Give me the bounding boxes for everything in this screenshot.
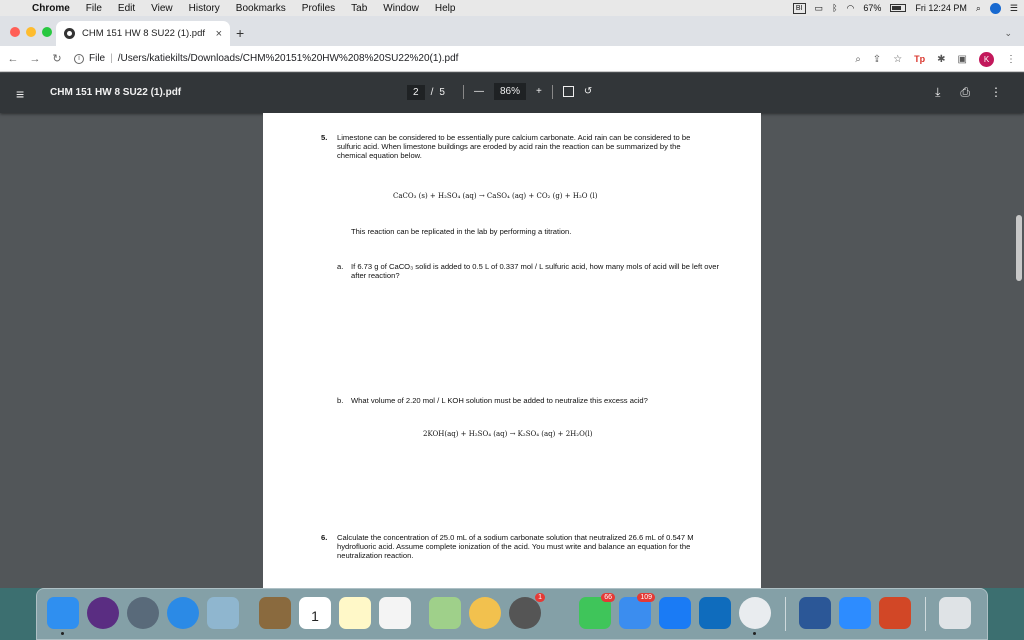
- part-b-label: b.: [337, 396, 344, 405]
- powerpoint-icon[interactable]: [879, 597, 911, 629]
- menu-edit[interactable]: Edit: [117, 2, 136, 14]
- clock[interactable]: Fri 12:24 PM: [915, 3, 967, 13]
- search-icon[interactable]: ⌕: [855, 53, 861, 65]
- rotate-icon[interactable]: ↺: [583, 86, 593, 97]
- more-options-icon[interactable]: ⋮: [990, 85, 1002, 99]
- tab-search-chevron-icon[interactable]: ⌄: [1004, 28, 1012, 38]
- url-separator: |: [110, 53, 113, 64]
- badge: 66: [601, 593, 615, 602]
- equation-koh: 2KOH(aq) + H₂SO₄ (aq) → K₂SO₄ (aq) + 2H₂O(l): [423, 430, 593, 438]
- outlook-icon[interactable]: [699, 597, 731, 629]
- contacts-icon[interactable]: [259, 597, 291, 629]
- zoom-controls: [463, 83, 592, 100]
- page-indicator: [407, 85, 445, 100]
- photos-icon[interactable]: [469, 597, 501, 629]
- wifi-icon[interactable]: ◠: [846, 2, 855, 13]
- mac-menu-bar: [0, 0, 1024, 16]
- zoom-app-icon[interactable]: [839, 597, 871, 629]
- back-arrow-icon[interactable]: ←: [7, 52, 19, 65]
- zoom-in-button[interactable]: +: [536, 86, 542, 97]
- share-icon[interactable]: ⇪: [872, 53, 882, 65]
- word-icon[interactable]: [799, 597, 831, 629]
- question-5-number: 5.: [321, 133, 328, 142]
- menu-window[interactable]: Window: [383, 2, 419, 14]
- zoom-level-input[interactable]: 86%: [494, 83, 526, 100]
- calendar-icon[interactable]: 1: [299, 597, 331, 629]
- battery-percent: 67%: [863, 3, 882, 13]
- toolbar-actions: [855, 46, 1016, 72]
- extensions-puzzle-icon[interactable]: ✱: [937, 53, 946, 65]
- pdf-file-name: CHM 151 HW 8 SU22 (1).pdf: [50, 87, 182, 98]
- menu-bookmarks[interactable]: Bookmarks: [235, 2, 286, 14]
- url-path: /Users/katiekilts/Downloads/CHM%20151%20HW%208%20SU22%20(1).pdf: [117, 53, 459, 64]
- scrollbar-thumb[interactable]: [1016, 215, 1022, 281]
- dock: [36, 588, 988, 640]
- siri-app-icon[interactable]: [87, 597, 119, 629]
- current-page-input[interactable]: 2: [407, 85, 425, 100]
- menu-file[interactable]: File: [85, 2, 102, 14]
- badge: 1: [535, 593, 545, 602]
- app-store-icon[interactable]: [659, 597, 691, 629]
- running-indicator: [61, 632, 64, 635]
- browser-toolbar: [0, 46, 1024, 72]
- airplay-icon[interactable]: ▭: [814, 2, 824, 13]
- dock-divider: [925, 597, 926, 631]
- launchpad-icon[interactable]: [127, 597, 159, 629]
- mail-icon[interactable]: [619, 594, 652, 629]
- messages-icon[interactable]: [579, 594, 612, 629]
- system-preferences-icon[interactable]: [509, 594, 542, 629]
- pdf-actions: [935, 85, 1002, 100]
- page-separator: /: [430, 87, 434, 98]
- download-icon[interactable]: ⤓: [935, 85, 941, 99]
- menu-history[interactable]: History: [188, 2, 220, 14]
- menu-tab[interactable]: Tab: [351, 2, 368, 14]
- part-a-text: If 6.73 g of CaCO₃ solid is added to 0.5 L of 0.337 mol / L sulfuric acid, how many mols of acid will be left over after reaction?: [351, 262, 720, 281]
- url-scheme: File: [89, 53, 106, 64]
- new-tab-button[interactable]: +: [236, 25, 245, 41]
- safari-icon[interactable]: [167, 597, 199, 629]
- menu-help[interactable]: Help: [434, 2, 456, 14]
- bookmark-star-icon[interactable]: ☆: [893, 53, 903, 65]
- zoom-out-button[interactable]: —: [474, 86, 484, 97]
- info-icon[interactable]: i: [74, 54, 84, 64]
- print-icon[interactable]: ⎙: [960, 85, 970, 99]
- titration-text: This reaction can be replicated in the lab by performing a titration.: [351, 227, 572, 236]
- dock-divider: [785, 597, 786, 631]
- extension-tp-icon[interactable]: Tp: [914, 54, 926, 64]
- profile-avatar[interactable]: K: [979, 52, 994, 67]
- siri-icon[interactable]: [990, 3, 1001, 14]
- status-area: [793, 0, 1018, 16]
- question-5-text: Limestone can be considered to be essentially pure calcium carbonate. Acid rain can be considered to be sulfuric acid. When limestone buildings are eroded by acid rain the reaction can be summarized by the chemical equation below.: [337, 133, 691, 161]
- globe-icon: [64, 28, 75, 39]
- battery-icon[interactable]: [890, 4, 906, 12]
- more-menu-icon[interactable]: ⋮: [1006, 53, 1016, 65]
- bluetooth-icon[interactable]: ᛒ: [832, 3, 838, 13]
- part-a-label: a.: [337, 262, 344, 271]
- question-6-number: 6.: [321, 533, 328, 542]
- equation-limestone: CaCO₃ (s) + H₂SO₄ (aq) → CaSO₄ (aq) + CO₂ (g) + H₂O (l): [393, 192, 598, 200]
- menu-view[interactable]: View: [151, 2, 173, 14]
- finder-icon[interactable]: [47, 597, 79, 629]
- divider: [463, 85, 464, 99]
- fit-page-icon[interactable]: [563, 86, 574, 97]
- forward-arrow-icon[interactable]: →: [29, 52, 41, 65]
- control-center-icon[interactable]: ☰: [1009, 2, 1018, 13]
- reload-icon[interactable]: ↻: [52, 53, 62, 65]
- reminders-icon[interactable]: [379, 597, 411, 629]
- running-indicator: [753, 632, 756, 635]
- tab-title: CHM 151 HW 8 SU22 (1).pdf: [82, 28, 206, 39]
- preview-icon[interactable]: [207, 597, 239, 629]
- zoom-window-button[interactable]: [42, 27, 52, 37]
- pdf-toolbar: [0, 73, 1024, 113]
- spotlight-search-icon[interactable]: ⌕: [975, 2, 981, 13]
- total-pages: 5: [439, 87, 445, 98]
- divider: [552, 85, 553, 99]
- tab-strip: [0, 16, 1024, 46]
- address-bar[interactable]: [74, 53, 458, 64]
- menu-chrome[interactable]: Chrome: [32, 2, 70, 14]
- maps-icon[interactable]: [429, 597, 461, 629]
- pdf-page: [263, 113, 761, 640]
- menu-hamburger-icon[interactable]: ≡: [16, 86, 25, 102]
- part-b-text: What volume of 2.20 mol / L KOH solution must be added to neutralize this excess acid?: [351, 396, 648, 405]
- tab-close-icon[interactable]: ×: [215, 27, 222, 40]
- close-window-button[interactable]: [10, 27, 20, 37]
- notes-icon[interactable]: [339, 597, 371, 629]
- input-source-icon[interactable]: BI: [793, 3, 806, 14]
- tab-pdf[interactable]: [56, 21, 230, 46]
- minimize-window-button[interactable]: [26, 27, 36, 37]
- sidebar-icon[interactable]: ▣: [957, 53, 967, 65]
- menu-profiles[interactable]: Profiles: [301, 2, 336, 14]
- badge: 109: [637, 593, 655, 602]
- question-6-text: Calculate the concentration of 25.0 mL of a sodium carbonate solution that neutralized 26.6 mL of 0.547 M hydrofluoric acid. Assume complete ionization of the acid. You must write and balance an equation for the neutralization reaction.: [337, 533, 694, 561]
- window-controls: [10, 27, 52, 37]
- trash-icon[interactable]: [939, 597, 971, 629]
- chrome-icon[interactable]: [739, 597, 771, 629]
